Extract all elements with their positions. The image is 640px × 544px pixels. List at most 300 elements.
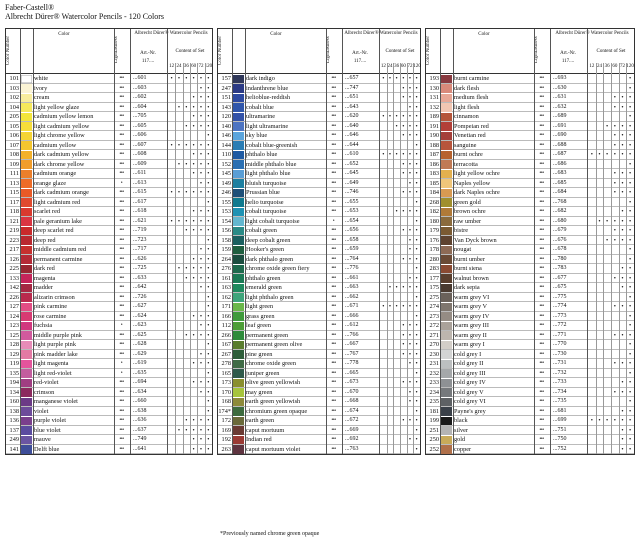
set-dot: [401, 407, 406, 416]
set-divider: [413, 63, 414, 454]
set-dot: •: [415, 369, 418, 377]
article-number: ...705: [133, 113, 147, 119]
set-dot: •: [613, 94, 616, 101]
set-dot: •: [402, 255, 405, 263]
color-number: 182: [429, 208, 439, 215]
color-number: 135: [9, 369, 19, 377]
header-set-size: 24: [387, 64, 393, 69]
set-dot: •: [170, 141, 173, 149]
color-swatch: [233, 122, 244, 131]
color-swatch: [21, 179, 32, 188]
lightfastness-rating: •••: [119, 341, 124, 347]
set-dot: •: [408, 132, 412, 139]
color-number: 138: [9, 407, 19, 415]
set-dot: [612, 378, 617, 387]
table-body: [6, 74, 212, 454]
article-number: ...615: [133, 189, 147, 195]
lightfastness-rating: •••: [119, 189, 124, 195]
set-dot: [612, 160, 617, 169]
set-divider: [205, 63, 206, 454]
set-dot: [612, 312, 617, 321]
set-dot: •: [199, 122, 203, 130]
set-dot: •: [415, 75, 418, 82]
lightfastness-rating: •••: [539, 417, 544, 423]
header-set-size: 24: [596, 64, 602, 69]
set-dot: •: [621, 141, 624, 149]
set-dot: •: [207, 331, 210, 339]
set-dot: [177, 445, 182, 454]
set-dot: [381, 198, 386, 207]
set-dot: •: [199, 426, 203, 434]
lightfastness-rating: •••: [331, 388, 336, 395]
color-name: permanent carmine: [34, 255, 83, 263]
set-dot: •: [177, 160, 181, 168]
set-dot: •: [415, 426, 418, 434]
set-dot: •: [199, 350, 203, 358]
table-row: [218, 150, 420, 160]
color-number: 176: [429, 236, 439, 244]
set-dot: •: [415, 255, 418, 263]
color-name: madder: [34, 284, 53, 291]
set-dot: [597, 179, 602, 188]
set-dot: [191, 236, 196, 245]
set-dot: •: [598, 417, 601, 424]
set-dot: [605, 245, 610, 254]
table-row: [6, 207, 212, 217]
color-number: 128: [9, 341, 19, 348]
set-dot: [597, 359, 602, 368]
color-name: leaf green: [246, 322, 271, 329]
set-dot: [381, 350, 386, 359]
set-dot: [394, 169, 399, 178]
set-dot: •: [192, 208, 195, 215]
lightfastness-rating: •••: [119, 331, 124, 338]
set-dot: [184, 350, 189, 359]
column-divider: [33, 29, 34, 454]
color-name: light magenta: [34, 360, 69, 367]
column-divider: [587, 29, 588, 454]
set-dot: [184, 321, 189, 330]
color-number: 103: [9, 84, 19, 92]
set-dot: [381, 388, 386, 397]
color-name: light chrome yellow: [34, 132, 85, 139]
table-row: [6, 141, 212, 151]
article-number: ...635: [133, 369, 147, 376]
set-dot: [401, 293, 406, 302]
table-row: [6, 198, 212, 208]
lightfastness-rating: •••: [539, 84, 544, 91]
lightfastness-rating: •••: [119, 141, 124, 148]
set-dot: [381, 122, 386, 131]
color-name: dark flesh: [454, 84, 480, 92]
color-name: light green: [246, 303, 274, 310]
lightfastness-rating: •••: [539, 369, 544, 376]
color-number: 273: [429, 312, 439, 320]
set-dot: •: [185, 227, 188, 234]
set-dot: [589, 340, 594, 349]
set-dot: [169, 84, 174, 93]
set-dot: [184, 93, 189, 102]
article-number: ...686: [553, 160, 567, 167]
color-swatch: [21, 350, 32, 359]
lightfastness-rating: •••: [539, 341, 544, 347]
set-divider: [175, 63, 176, 454]
table-row: [218, 188, 420, 198]
color-name: dark chrome yellow: [34, 160, 85, 168]
article-number: ...733: [553, 379, 567, 385]
set-dot: •: [207, 217, 210, 225]
set-dot: •: [408, 360, 412, 367]
set-dot: •: [415, 322, 418, 329]
color-name: cold grey II: [454, 360, 484, 367]
set-dot: •: [408, 350, 412, 358]
lightfastness-rating: •••: [331, 208, 336, 214]
set-dot: [597, 369, 602, 378]
set-dot: [401, 445, 406, 454]
lightfastness-rating: •••: [119, 75, 124, 81]
column-divider: [453, 29, 454, 454]
color-name: Prussian blue: [246, 189, 280, 196]
set-dot: [177, 179, 182, 188]
color-number: 146: [221, 132, 231, 139]
color-number: 113: [9, 179, 19, 187]
set-dot: [401, 217, 406, 226]
lightfastness-rating: •••: [331, 113, 336, 119]
set-dot: [612, 340, 617, 349]
set-dot: •: [621, 379, 624, 386]
color-name: light ultramarine: [246, 122, 289, 130]
article-number: ...621: [133, 217, 147, 224]
set-dot: [177, 388, 182, 397]
lightfastness-rating: •••: [331, 341, 336, 347]
set-dot: [169, 112, 174, 121]
set-dot: [605, 388, 610, 397]
set-dot: •: [192, 331, 195, 339]
header-set: Content of Set: [385, 49, 415, 54]
table-row: [218, 207, 420, 217]
set-dot: •: [402, 341, 405, 348]
lightfastness-rating: •••: [119, 122, 124, 129]
color-number: 105: [9, 122, 19, 130]
set-dot: [381, 445, 386, 454]
set-dot: [589, 245, 594, 254]
color-name: phthalo green: [246, 274, 281, 282]
set-dot: [589, 445, 594, 454]
color-number: 124: [9, 312, 19, 320]
set-dot: [605, 302, 610, 311]
set-dot: •: [388, 75, 392, 82]
set-dot: [184, 397, 189, 406]
lightfastness-rating: •••: [539, 284, 544, 290]
lightfastness-rating: •••: [331, 246, 336, 252]
set-dot: [597, 378, 602, 387]
color-number: 161: [221, 274, 231, 282]
lightfastness-rating: •••: [119, 94, 124, 100]
color-number: 153: [221, 208, 231, 215]
set-dot: •: [629, 398, 632, 405]
lightfastness-rating: •••: [331, 274, 336, 281]
set-dot: [184, 435, 189, 444]
set-dot: [169, 198, 174, 207]
set-dot: •: [207, 113, 210, 120]
header-art-nr: Art.-Nr.: [560, 51, 576, 56]
set-dot: [184, 179, 189, 188]
set-dot: •: [629, 198, 632, 206]
set-dot: •: [199, 170, 203, 177]
color-number: 137: [9, 426, 19, 434]
set-dot: •: [590, 417, 593, 424]
set-dot: •: [402, 331, 405, 339]
color-number: 268: [429, 198, 439, 206]
table-row: [218, 435, 420, 445]
set-dot: •: [207, 122, 210, 130]
set-dot: •: [402, 94, 405, 101]
color-swatch: [21, 426, 32, 435]
table-row: [6, 283, 212, 293]
color-name: pink madder lake: [34, 350, 78, 358]
set-dot: [388, 359, 393, 368]
color-name: gold: [454, 436, 466, 443]
set-dot: [394, 416, 399, 425]
set-dot: •: [621, 103, 624, 111]
color-name: helio turquoise: [246, 198, 284, 206]
article-number: ...652: [345, 160, 359, 167]
color-number: 107: [9, 141, 19, 149]
table-row: [6, 264, 212, 274]
set-dot: [177, 131, 182, 140]
footnote: *Previously named chrome green opaque: [220, 531, 320, 537]
color-number: 263: [221, 445, 231, 453]
article-number: ...663: [345, 284, 359, 290]
color-name: Payne's grey: [454, 407, 486, 415]
lightfastness-rating: •••: [539, 398, 544, 404]
color-number: 191: [429, 122, 439, 130]
set-dot: [612, 435, 617, 444]
set-dot: [612, 84, 617, 93]
set-dot: [169, 331, 174, 340]
set-dot: •: [207, 388, 210, 396]
set-dot: [408, 198, 413, 207]
set-dot: •: [613, 417, 616, 424]
set-dot: [388, 245, 393, 254]
set-dot: •: [613, 151, 616, 158]
article-number: ...610: [345, 151, 359, 157]
set-dot: [605, 188, 610, 197]
set-dot: [589, 369, 594, 378]
color-number: 109: [9, 160, 19, 168]
color-name: warm grey II: [454, 331, 487, 339]
set-dot: •: [613, 189, 616, 196]
set-dot: [169, 426, 174, 435]
color-number: 120: [221, 113, 231, 120]
set-dot: [199, 397, 204, 406]
color-name: Indian red: [246, 436, 272, 443]
color-name: cadmium yellow: [34, 141, 77, 149]
color-name: light yellow glaze: [34, 103, 80, 111]
color-name: warm grey V: [454, 303, 488, 310]
color-swatch: [441, 312, 452, 321]
article-number: ...666: [345, 312, 359, 319]
set-dot: •: [415, 445, 418, 453]
table-row: [218, 312, 420, 322]
set-dot: •: [408, 303, 412, 310]
set-dot: [388, 122, 393, 131]
header-set-size: 60: [191, 64, 197, 69]
article-number: ...631: [553, 94, 567, 100]
color-name: deep red: [34, 236, 56, 244]
set-divider: [190, 63, 191, 454]
color-number: 111: [10, 170, 19, 177]
color-number: 234: [429, 388, 439, 396]
color-number: 251: [429, 426, 439, 434]
set-dot: •: [621, 284, 624, 291]
lightfastness-rating: •••: [331, 417, 336, 423]
set-dot: [394, 255, 399, 264]
color-swatch: [21, 94, 32, 103]
set-dot: •: [415, 113, 418, 120]
set-dot: [589, 226, 594, 235]
color-swatch: [441, 445, 452, 454]
header-art-prefix: 117....: [141, 59, 155, 64]
color-number: 226: [9, 293, 19, 301]
set-dot: •: [395, 75, 398, 82]
set-dot: [589, 359, 594, 368]
set-dot: [169, 435, 174, 444]
set-dot: [589, 255, 594, 264]
set-dot: [605, 226, 610, 235]
table-body: [218, 74, 420, 454]
set-dot: •: [199, 208, 203, 215]
set-dot: [597, 264, 602, 273]
color-number: 102: [9, 94, 19, 101]
set-dot: •: [388, 151, 392, 158]
set-dot: •: [207, 265, 210, 272]
lightfastness-rating: •••: [539, 322, 544, 328]
color-swatch: [21, 293, 32, 302]
set-dot: •: [207, 293, 210, 301]
color-number: 264: [221, 255, 231, 263]
set-dot: [408, 293, 413, 302]
set-dot: [199, 369, 204, 378]
color-name: violet: [34, 407, 49, 415]
set-dot: •: [629, 179, 632, 187]
color-swatch: [441, 236, 452, 245]
set-dot: •: [629, 445, 632, 453]
set-dot: [191, 283, 196, 292]
color-swatch: [441, 179, 452, 188]
set-dot: •: [415, 303, 418, 310]
set-dot: •: [415, 284, 418, 291]
lightfastness-rating: •••: [539, 303, 544, 309]
set-dot: •: [415, 265, 418, 272]
color-swatch: [233, 151, 244, 160]
set-dot: •: [402, 189, 405, 196]
table-row: [218, 388, 420, 398]
color-number: 267: [221, 350, 231, 358]
set-dot: [597, 321, 602, 330]
set-dot: •: [199, 322, 203, 329]
lightfastness-rating: •••: [119, 350, 124, 357]
set-dot: •: [207, 170, 210, 177]
lightfastness-rating: •••: [331, 369, 336, 376]
color-number: 152: [221, 160, 231, 168]
color-number: 123: [9, 322, 19, 329]
set-dot: [597, 93, 602, 102]
article-number: ...638: [133, 407, 147, 414]
set-dot: •: [199, 75, 203, 82]
color-name: cadmium orange: [34, 170, 77, 177]
lightfastness-rating: •: [332, 217, 335, 224]
table-row: [218, 416, 420, 426]
set-dot: [191, 340, 196, 349]
article-number: ...642: [133, 284, 147, 290]
lightfastness-rating: •••: [331, 265, 336, 271]
lightfastness-rating: •••: [539, 208, 544, 214]
color-number: 230: [429, 350, 439, 358]
set-dot: [169, 236, 174, 245]
color-swatch: [441, 350, 452, 359]
color-name: chrome oxide green: [246, 360, 297, 367]
set-dot: [169, 264, 174, 273]
set-divider: [387, 63, 388, 454]
set-dot: [177, 312, 182, 321]
table-row: [218, 283, 420, 293]
column-divider: [114, 29, 115, 454]
set-dot: •: [621, 331, 624, 339]
set-dot: [184, 312, 189, 321]
set-dot: [401, 388, 406, 397]
color-number: 156: [221, 227, 231, 234]
set-dot: [597, 169, 602, 178]
set-dot: •: [621, 217, 624, 225]
color-swatch: [441, 170, 452, 179]
color-swatch: [21, 312, 32, 321]
article-number: ...659: [345, 246, 359, 252]
set-dot: •: [613, 331, 616, 339]
set-dot: •: [199, 113, 203, 120]
set-dot: [401, 264, 406, 273]
lightfastness-rating: •••: [539, 388, 544, 395]
article-number: ...776: [345, 265, 359, 271]
set-dot: •: [192, 274, 195, 282]
lightfastness-rating: •••: [119, 436, 124, 442]
set-dot: [388, 293, 393, 302]
set-dot: [169, 445, 174, 454]
set-dot: •: [207, 341, 210, 348]
article-number: ...764: [345, 255, 359, 262]
set-dot: [605, 331, 610, 340]
lightfastness-rating: •••: [539, 122, 544, 129]
article-number: ...667: [345, 341, 359, 347]
color-swatch: [441, 198, 452, 207]
color-swatch: [441, 151, 452, 160]
set-dot: •: [192, 151, 195, 158]
article-number: ...674: [345, 407, 359, 414]
set-dot: [605, 359, 610, 368]
set-dot: •: [621, 417, 624, 424]
set-dot: [184, 131, 189, 140]
color-number: 144: [221, 141, 231, 149]
table-row: [6, 188, 212, 198]
set-dot: •: [395, 151, 398, 158]
set-dot: [177, 397, 182, 406]
color-number: 184: [429, 189, 439, 196]
color-swatch: [441, 379, 452, 388]
set-dot: [597, 226, 602, 235]
header-color: Color: [478, 32, 490, 37]
set-dot: [597, 141, 602, 150]
color-number: 193: [429, 75, 439, 82]
